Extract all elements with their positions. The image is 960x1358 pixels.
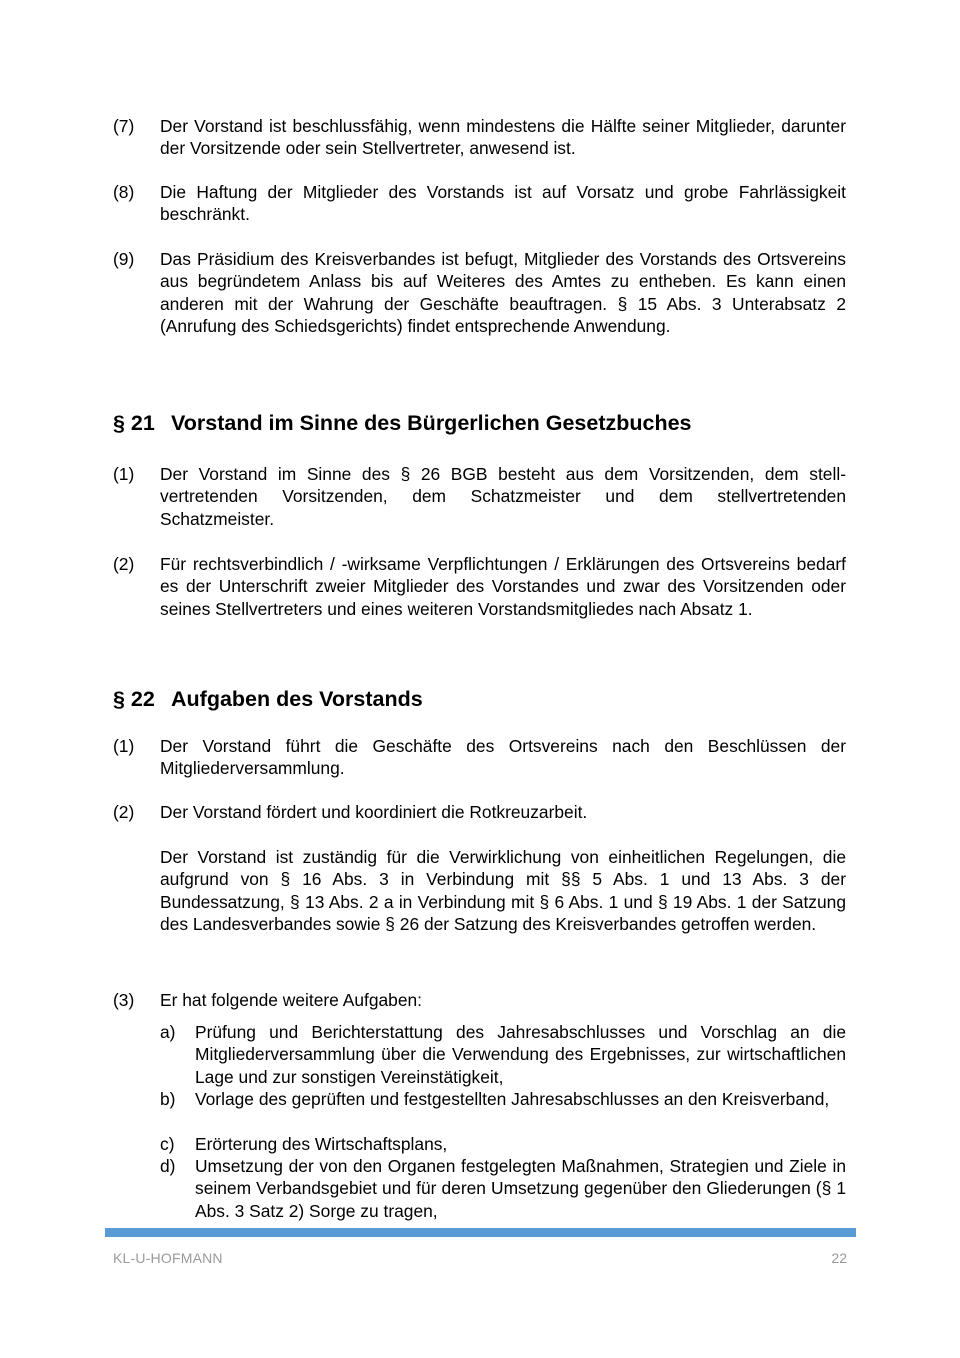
list-item-text: Vorlage des geprüften und festgestellten Jahresabschlusses an den Kreisverband, [195,1089,830,1109]
section-21-paragraph-1 [113,463,846,530]
footer-author: KL-U-HOFMANN [113,1250,223,1266]
paragraph-text: Er hat folgende weitere Aufgaben: [160,990,423,1010]
paragraph-number: (1) [113,736,135,756]
list-item-c [160,1133,846,1155]
paragraph-number: (9) [113,249,135,269]
paragraph-9 [113,248,846,338]
paragraph-text: Der Vorstand ist beschlussfähig, wenn mindestens die Hälfte seiner Mitglieder, darunter der Vorsitzende oder sein Stellvertreter, anwesend ist. [160,116,846,159]
list-item-text: Prüfung und Berichterstattung des Jahresabschlusses und Vorschlag an die Mitgliederversammlung über die Verwendung des Ergebnisses, zur wirtschaftlichen Lage und zur sonstigen Vereinstätigkeit, [195,1022,846,1087]
list-item-d [160,1155,846,1222]
paragraph-text: Das Präsidium des Kreisverbandes ist befugt, Mitglieder des Vorstands des Ortsvereins aus begründetem Anlass bis auf Weiteres des Amtes zu entheben. Es kann einen anderen mit der Wahrung der Geschäfte beauftragen. § 15 Abs. 3 Unterabsatz 2 (Anrufung des Schiedsgerichts) findet entsprechende Anwendung. [160,249,846,337]
paragraph-text: Der Vorstand ist zuständig für die Verwirklichung von einheitlichen Regelungen, die aufgrund von § 16 Abs. 3 in Verbindung mit §§ 5 Abs. 1 und 13 Abs. 3 der Bundessatzung, § 13 Abs. 2 a in Verbindung mit § 6 Abs. 1 und § 19 Abs. 1 der Satzung des Landesverbandes sowie § 26 der Satzung des Kreisverbandes getroffen werden. [160,847,846,935]
list-item-letter: b) [160,1089,176,1109]
list-item-b [160,1088,846,1110]
page-number: 22 [831,1250,847,1266]
section-22-heading [113,686,846,712]
section-22-paragraph-2-continuation [113,846,846,936]
list-item-text: Erörterung des Wirtschaftsplans, [195,1134,448,1154]
paragraph-number: (7) [113,116,135,136]
paragraph-number: (8) [113,182,135,202]
paragraph-text: Die Haftung der Mitglieder des Vorstands ist auf Vorsatz und grobe Fahrlässigkeit beschränkt. [160,182,846,225]
paragraph-number: (2) [113,802,135,822]
section-21-heading [113,410,846,436]
paragraph-text: Der Vorstand im Sinne des § 26 BGB besteht aus dem Vorsitzenden, dem stellvertretenden Vorsitzenden, dem Schatzmeister und dem stellvertretenden Schatzmeister. [160,464,846,529]
paragraph-number: (3) [113,990,135,1010]
section-number: § 22 [113,687,155,711]
paragraph-7 [113,115,846,160]
paragraph-8 [113,181,846,226]
section-title: Vorstand im Sinne des Bürgerlichen Gesetzbuches [171,411,692,435]
list-item-text: Umsetzung der von den Organen festgelegten Maßnahmen, Strategien und Ziele in seinem Verbandsgebiet und für deren Umsetzung gegenüber den Gliederungen (§ 1 Abs. 3 Satz 2) Sorge zu tragen, [195,1156,846,1221]
paragraph-text: Der Vorstand führt die Geschäfte des Ortsvereins nach den Beschlüssen der Mitgliederversammlung. [160,736,846,779]
section-number: § 21 [113,411,155,435]
section-22-paragraph-1 [113,735,846,780]
list-item-letter: a) [160,1022,176,1042]
paragraph-text: Für rechtsverbindlich / -wirksame Verpflichtungen / Erklärungen des Ortsvereins bedarf es der Unterschrift zweier Mitglieder des Vorstandes und zwar des Vorsitzenden oder seines Stellvertreters und eines weiteren Vorstandsmitgliedes nach Absatz 1. [160,554,846,619]
section-22-paragraph-3 [113,989,846,1011]
paragraph-text: Der Vorstand fördert und koordiniert die Rotkreuzarbeit. [160,802,588,822]
section-21-paragraph-2 [113,553,846,620]
paragraph-number: (2) [113,554,135,574]
list-item-letter: d) [160,1156,176,1176]
paragraph-number: (1) [113,464,135,484]
footer-divider [105,1228,856,1237]
list-item-a [160,1021,846,1088]
list-item-letter: c) [160,1134,175,1154]
section-22-paragraph-2 [113,801,846,823]
section-title: Aufgaben des Vorstands [171,687,423,711]
